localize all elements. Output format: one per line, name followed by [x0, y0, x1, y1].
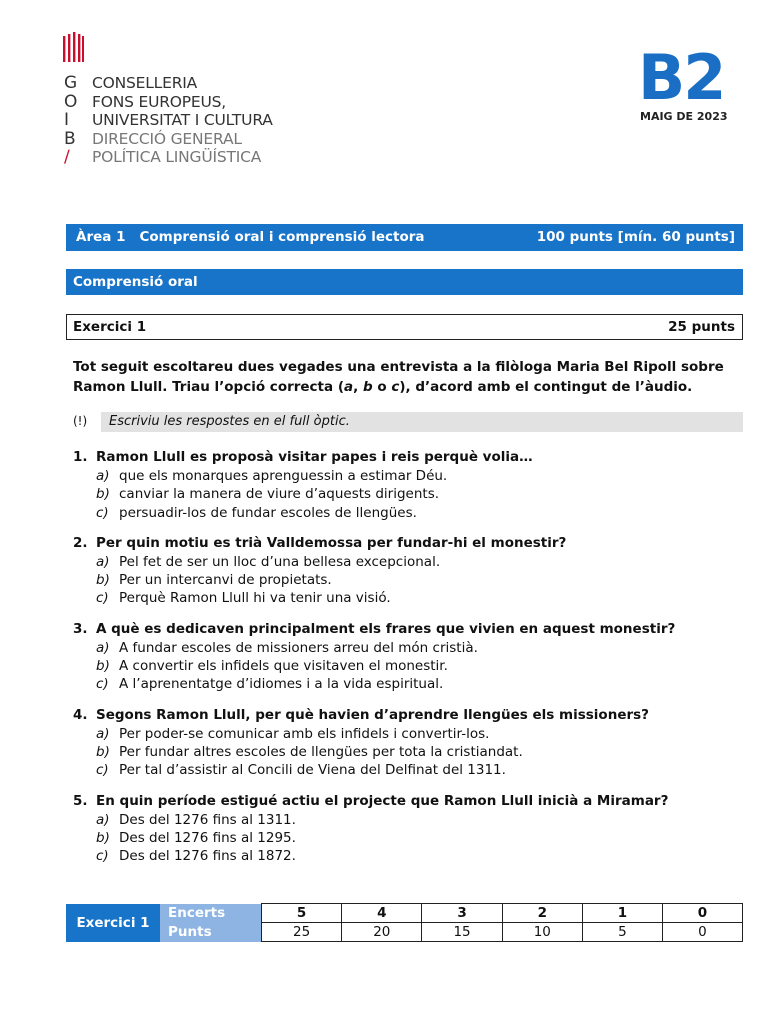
- answer-option[interactable]: [73, 829, 743, 847]
- answer-option[interactable]: [73, 811, 743, 829]
- option-text: que els monarques aprenguessin a estimar Déu.: [119, 468, 448, 484]
- note: [73, 412, 743, 432]
- option-letter: c): [96, 848, 109, 865]
- dept-line: CONSELLERIA: [92, 74, 198, 92]
- option-text: A l’aprenentatge d’idiomes i a la vida espiritual.: [119, 676, 444, 693]
- question: [73, 706, 743, 780]
- dept-line: DIRECCIÓ GENERAL: [92, 129, 242, 148]
- goib-letter: G: [64, 73, 78, 93]
- option-text: Des del 1276 fins al 1311.: [119, 811, 296, 828]
- option-letter: a): [96, 468, 110, 484]
- option-text: Per un intercanvi de propietats.: [119, 572, 332, 589]
- question: [73, 448, 743, 522]
- question-number: 1.: [73, 449, 88, 465]
- dept-line: FONS EUROPEUS,: [92, 92, 227, 111]
- score-exercise: Exercici 1: [66, 904, 160, 942]
- question-text: A què es dedicaven principalment els frares que vivien en aquest monestir?: [96, 620, 676, 637]
- option-text: Perquè Ramon Llull hi va tenir una visió.: [119, 590, 391, 607]
- department-name: [92, 74, 273, 167]
- question-number: 4.: [73, 706, 88, 723]
- answer-option[interactable]: [73, 589, 743, 607]
- instr-option: a: [344, 379, 354, 395]
- answer-option[interactable]: [73, 725, 743, 743]
- score-cell: 5: [582, 923, 662, 942]
- note-text: Escriviu les respostes en el full òptic.: [101, 412, 743, 432]
- question-number: 3.: [73, 620, 88, 637]
- score-cell: 15: [422, 923, 502, 942]
- instr-sep: ,: [353, 379, 363, 395]
- score-cell: 25: [261, 923, 341, 942]
- area-bar: [66, 224, 743, 251]
- question-text: Ramon Llull es proposà visitar papes i reis perquè volia…: [96, 449, 533, 465]
- score-cell: 2: [502, 904, 582, 923]
- answer-option[interactable]: [73, 467, 743, 485]
- question-list: [73, 448, 743, 877]
- score-cell: 0: [662, 923, 742, 942]
- instr-text: Tot seguit escoltareu dues vegades una entrevista a la filòloga Maria Bel Ripoll sobre Ramon Llull. Triau l’opció correcta (: [73, 359, 724, 395]
- question: [73, 792, 743, 866]
- answer-option[interactable]: [73, 743, 743, 761]
- goib-letter: I: [64, 110, 70, 130]
- option-text: Per tal d’assistir al Concili de Viena del Delfinat del 1311.: [119, 762, 506, 779]
- exam-date: MAIG DE 2023: [640, 110, 728, 123]
- score-cell: 1: [582, 904, 662, 923]
- score-cell: 20: [342, 923, 422, 942]
- answer-option[interactable]: [73, 504, 743, 522]
- answer-option[interactable]: [73, 639, 743, 657]
- option-text: Des del 1276 fins al 1872.: [119, 848, 296, 865]
- score-cell: 5: [261, 904, 341, 923]
- exercise-points: 25 punts: [668, 319, 735, 335]
- option-text: Pel fet de ser un lloc d’una bellesa excepcional.: [119, 553, 441, 570]
- option-letter: b): [96, 658, 110, 675]
- exercise-header: [66, 314, 743, 340]
- option-letter: b): [96, 572, 110, 589]
- score-cell: 4: [342, 904, 422, 923]
- option-text: Des del 1276 fins al 1295.: [119, 829, 296, 846]
- option-letter: b): [96, 486, 110, 503]
- option-letter: a): [96, 639, 110, 656]
- option-text: Per poder-se comunicar amb els infidels i convertir-los.: [119, 725, 490, 742]
- goib-letter: B: [64, 128, 76, 149]
- question-text: En quin període estigué actiu el projecte que Ramon Llull inicià a Miramar?: [96, 792, 669, 809]
- option-text: A convertir els infidels que visitaven el monestir.: [119, 658, 448, 675]
- option-letter: a): [96, 553, 110, 570]
- area-points: 100 punts [mín. 60 punts]: [536, 229, 735, 245]
- answer-option[interactable]: [73, 553, 743, 571]
- level-badge: B2: [638, 41, 725, 114]
- question-number: 2.: [73, 534, 88, 551]
- answer-option[interactable]: [73, 761, 743, 779]
- option-letter: a): [96, 811, 110, 828]
- goib-letter: O: [64, 91, 78, 112]
- goib-logo-icon: [62, 32, 84, 62]
- answer-option[interactable]: [73, 657, 743, 675]
- area-title: Comprensió oral i comprensió lectora: [139, 229, 425, 245]
- score-cell: 3: [422, 904, 502, 923]
- goib-letters: [64, 74, 84, 167]
- answer-option[interactable]: [73, 485, 743, 503]
- option-text: persuadir-los de fundar escoles de llengües.: [119, 504, 417, 521]
- question-number: 5.: [73, 792, 88, 809]
- instructions: [73, 357, 733, 397]
- dept-line: UNIVERSITAT I CULTURA: [92, 111, 273, 129]
- score-cell: 10: [502, 923, 582, 942]
- dept-line: POLÍTICA LINGÜÍSTICA: [92, 148, 262, 166]
- exercise-title: Exercici 1: [73, 319, 147, 335]
- question: [73, 620, 743, 694]
- score-row-label: Encerts: [160, 904, 261, 923]
- section-bar: Comprensió oral: [66, 269, 743, 295]
- area-label: Àrea 1: [76, 229, 126, 245]
- option-text: A fundar escoles de missioners arreu del món cristià.: [119, 639, 478, 656]
- option-letter: c): [96, 504, 109, 521]
- score-cell: 0: [662, 904, 742, 923]
- option-text: canviar la manera de viure d’aquests dirigents.: [119, 486, 440, 503]
- option-letter: c): [96, 676, 109, 693]
- question-text: Per quin motiu es trià Valldemossa per fundar-hi el monestir?: [96, 534, 567, 551]
- warning-mark: (!): [73, 414, 88, 428]
- option-letter: b): [96, 743, 110, 760]
- option-letter: c): [96, 590, 109, 607]
- option-text: Per fundar altres escoles de llengües per tota la cristiandat.: [119, 743, 523, 760]
- score-table: [66, 903, 743, 942]
- instr-text: ), d’acord amb el contingut de l’àudio.: [399, 379, 693, 395]
- instr-option: b: [362, 379, 373, 395]
- option-letter: c): [96, 762, 109, 779]
- option-letter: a): [96, 725, 110, 742]
- question-text: Segons Ramon Llull, per què havien d’aprendre llengües els missioners?: [96, 706, 649, 723]
- question: [73, 534, 743, 608]
- option-letter: b): [96, 829, 110, 846]
- instr-sep: o: [372, 379, 392, 395]
- answer-option[interactable]: [73, 847, 743, 865]
- score-row-label: Punts: [160, 923, 261, 942]
- answer-option[interactable]: [73, 675, 743, 693]
- answer-option[interactable]: [73, 571, 743, 589]
- instr-option: c: [391, 379, 400, 395]
- goib-slash-icon: ∕: [64, 147, 70, 167]
